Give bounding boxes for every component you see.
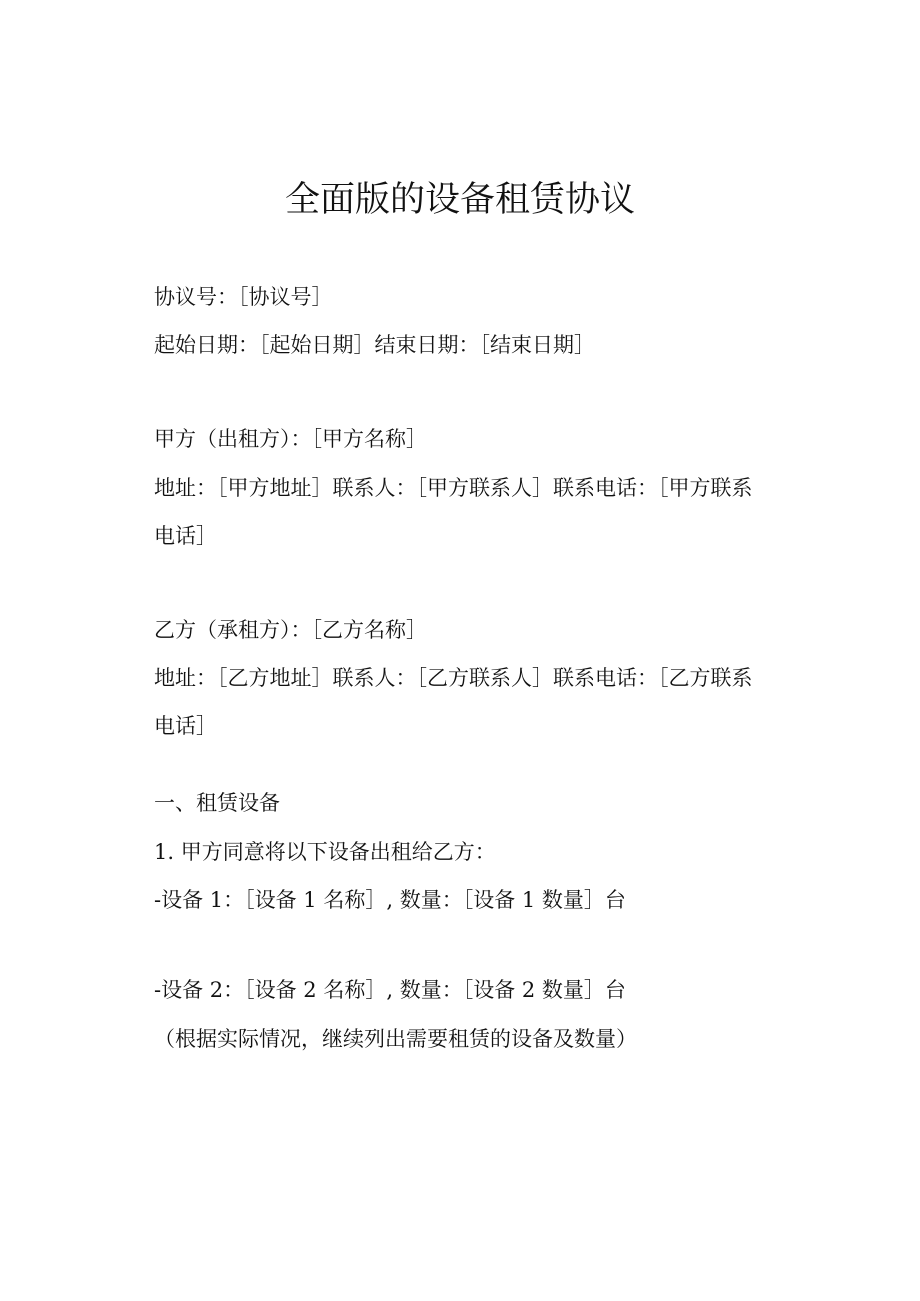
equipment-item-2: -设备 2：［设备 2 名称］, 数量：［设备 2 数量］台 [154, 978, 626, 1002]
party-a-contact-line-1: 地址：［甲方地址］联系人：［甲方联系人］联系电话：［甲方联系 [154, 476, 753, 500]
section-1-heading: 一、租赁设备 [154, 791, 280, 815]
agreement-number-line: 协议号：［协议号］ [154, 285, 333, 309]
party-b-name-line: 乙方（承租方）：［乙方名称］ [154, 618, 427, 642]
party-b-contact-line-1: 地址：［乙方地址］联系人：［乙方联系人］联系电话：［乙方联系 [154, 666, 753, 690]
equipment-item-1: -设备 1：［设备 1 名称］, 数量：［设备 1 数量］台 [154, 888, 626, 912]
equipment-note: （根据实际情况，继续列出需要租赁的设备及数量） [154, 1027, 637, 1051]
party-a-name-line: 甲方（出租方）：［甲方名称］ [154, 427, 427, 451]
section-1-clause-1: 1. 甲方同意将以下设备出租给乙方： [154, 840, 496, 864]
dates-line: 起始日期：［起始日期］结束日期：［结束日期］ [154, 333, 595, 357]
party-a-contact-line-2: 电话］ [154, 524, 217, 548]
document-title: 全面版的设备租赁协议 [284, 180, 635, 220]
party-b-contact-line-2: 电话］ [154, 714, 217, 738]
